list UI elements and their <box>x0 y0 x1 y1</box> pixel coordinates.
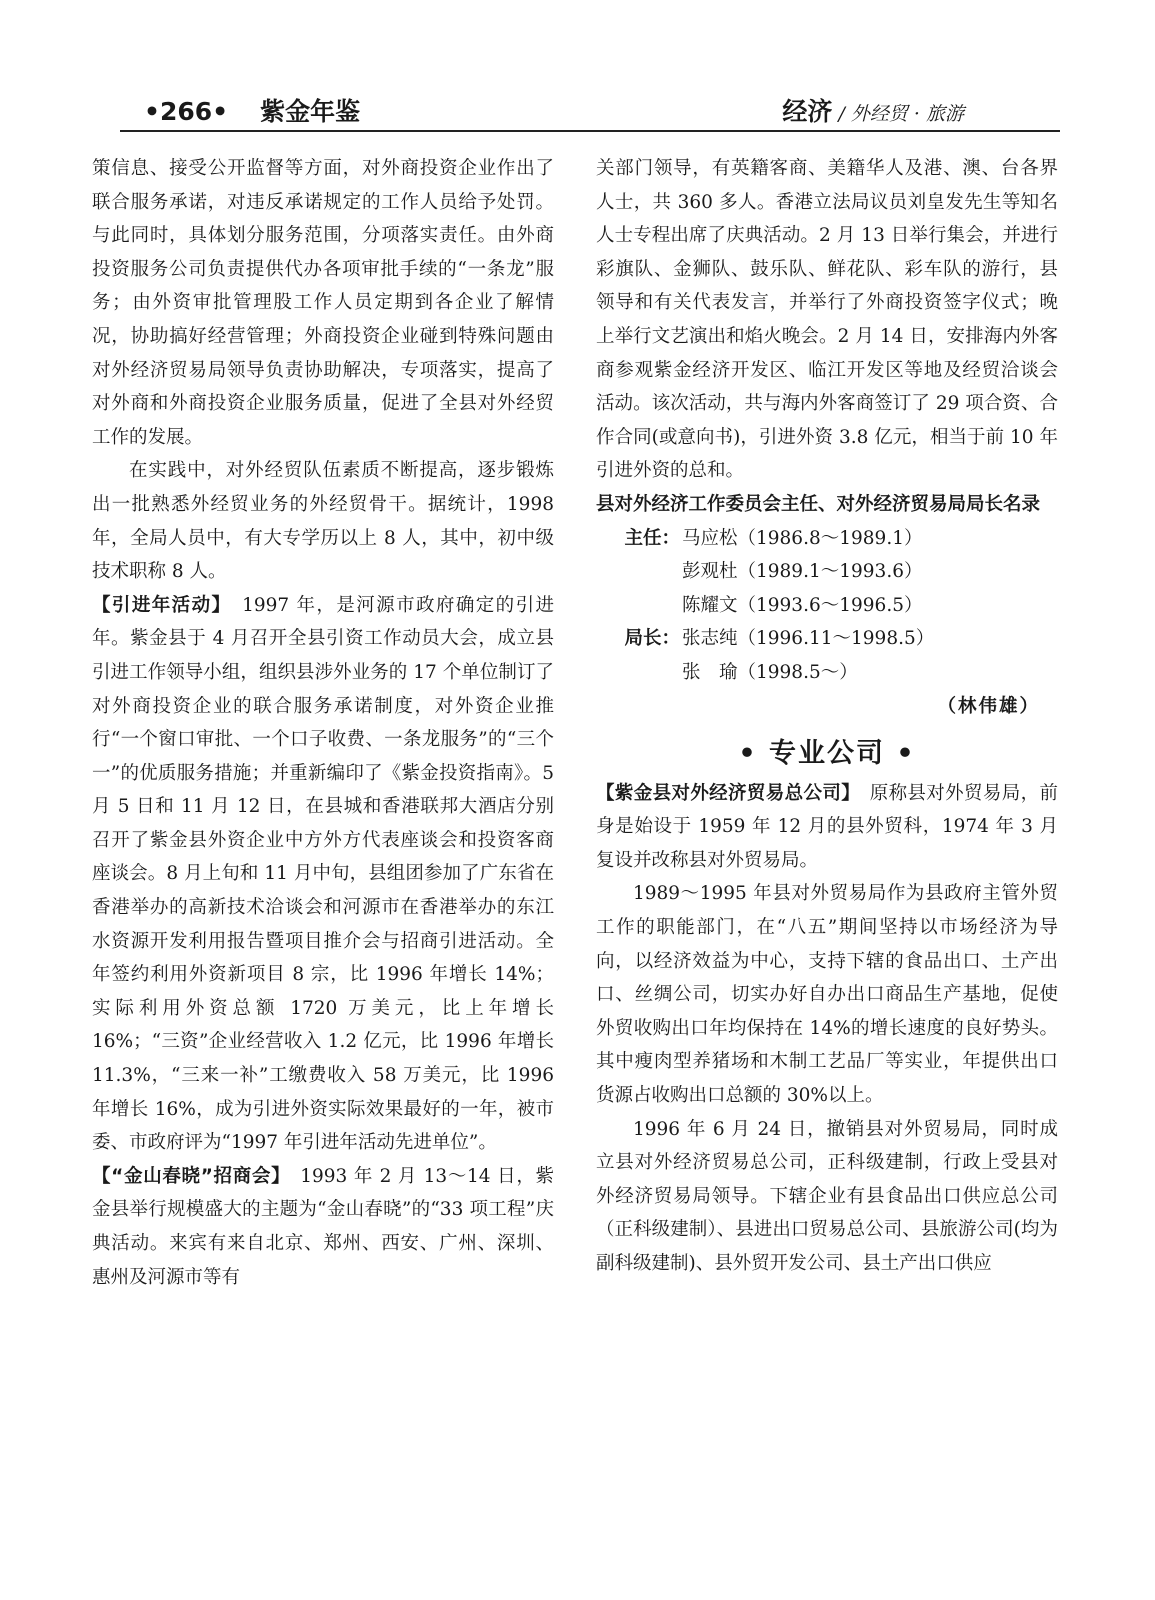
person-name: 张志纯（1996.11～1998.5） <box>682 628 935 650</box>
entry-heading: 【紫金县对外经济贸易总公司】 <box>596 782 851 804</box>
paragraph: 1996 年 6 月 24 日，撤销县对外贸易局，同时成立县对外经济贸易总公司，正科级建制，行政上受县对外经济贸易局领导。下辖企业有县食品出口供应总公司（正科级建制）、县进出口贸易总公司、县旅游公司(均为副科级建制)、县外贸开发公司、县土产出口供应 <box>596 1118 1058 1274</box>
role-label: 局长： <box>624 628 680 650</box>
page-header <box>120 88 1060 132</box>
role-label <box>596 589 680 623</box>
list-item <box>596 522 1058 556</box>
name-list <box>596 522 1058 690</box>
paragraph: 策信息、接受公开监督等方面，对外商投资企业作出了联合服务承诺，对违反承诺规定的工作人员给予处罚。与此同时，具体划分服务范围，分项落实责任。由外商投资服务公司负责提供代办各项审批手续的“一条龙”服务；由外资审批管理股工作人员定期到各企业了解情况，协助搞好经营管理；外商投资企业碰到特殊问题由对外经济贸易局领导负责协助解决，专项落实，提高了对外商和外商投资企业服务质量，促进了全县对外经贸工作的发展。 <box>92 158 554 448</box>
person-name: 马应松（1986.8～1989.1） <box>682 527 923 549</box>
paragraph <box>596 777 1058 878</box>
subsection-name: / 外经贸 · 旅游 <box>838 103 964 125</box>
entry-heading: 【“金山春晓”招商会】 <box>92 1165 282 1187</box>
paragraph: 关部门领导，有英籍客商、美籍华人及港、澳、台各界人士，共 360 多人。香港立法局议员刘皇发先生等知名人士专程出席了庆典活动。2 月 13 日举行集会，并进行彩旗队、金狮队、鼓乐队、鲜花队、彩车队的游行，县领导和有关代表发言，并举行了外商投资签字仪式；晚上举行文艺演出和焰火晚会。2 月 14 日，安排海内外客商参观紫金经济开发区、临江开发区等地及经贸洽谈会活动。该次活动，共与海内外客商签订了 29 项合资、合作合同(或意向书)，引进外资 3.8 亿元，相当于前 10 年引进外资的总和。 <box>596 158 1058 482</box>
paragraph <box>92 1160 554 1294</box>
entry-text: 1993 年 2 月 13～14 日，紫金县举行规模盛大的主题为“金山春晓”的“33 项工程”庆典活动。来宾有来自北京、郑州、西安、广州、深圳、惠州及河源市等有 <box>92 1165 554 1288</box>
list-item <box>596 656 1058 690</box>
role-label: 主任： <box>624 527 680 549</box>
header-left <box>144 92 360 128</box>
author-credit: （林伟雄） <box>937 695 1040 717</box>
entry-heading: 【引进年活动】 <box>92 594 223 616</box>
page-number: •266• <box>144 97 229 126</box>
person-name: 陈耀文（1993.6～1996.5） <box>682 594 923 616</box>
role-label <box>596 656 680 690</box>
section-name: 经济 <box>782 97 833 126</box>
section-title: • 专业公司 • <box>738 738 916 770</box>
paragraph <box>92 589 554 1160</box>
paragraph: 1989～1995 年县对外贸易局作为县政府主管外贸工作的职能部门，在“八五”期间坚持以市场经济为导向，以经济效益为中心，支持下辖的食品出口、土产出口、丝绸公司，切实办好自办出口商品生产基地，促使外贸收购出口年均保持在 14%的增长速度的良好势头。其中瘦肉型养猪场和木制工艺品厂等实业，年提供出口货源占收购出口总额的 30%以上。 <box>596 883 1058 1107</box>
right-column <box>596 152 1058 1281</box>
list-item <box>596 555 1058 589</box>
left-column <box>92 152 554 1294</box>
entry-text: 1997 年，是河源市政府确定的引进年。紫金县于 4 月召开全县引资工作动员大会，成立县引进工作领导小组，组织县涉外业务的 17 个单位制订了对外商投资企业的联合服务承诺制度，对外资企业推行“一个窗口审批、一个口子收费、一条龙服务”的“三个一”的优质服务措施；并重新编印了《紫金投资指南》。5 月 5 日和 11 月 12 日，在县城和香港联邦大酒店分别召开了紫金县外资企业中方外方代表座谈会和投资客商座谈会。8 月上旬和 11 月中旬，县组团参加了广东省在香港举办的高新技术洽谈会和河源市在香港举办的东江水资源开发利用报告暨项目推介会与招商引进活动。全年签约利用外资新项目 8 宗，比 1996 年增长 14%；实际利用外资总额 1720 万美元，比上年增长 16%；“三资”企业经营收入 1.2 亿元，比 1996 年增长 11.3%，“三来一补”工缴费收入 58 万美元，比 1996 年增长 16%，成为引进外资实际效果最好的一年，被市委、市政府评为“1997 年引进年活动先进单位”。 <box>92 594 554 1154</box>
list-item <box>596 622 1058 656</box>
entry-text: 原称县对外贸易局，前身是始设于 1959 年 12 月的县外贸科，1974 年 3 月复设并改称县对外贸易局。 <box>596 782 1058 871</box>
person-name: 张 瑜（1998.5～） <box>682 661 858 683</box>
book-title: 紫金年鉴 <box>260 97 361 126</box>
list-title: 县对外经济工作委员会主任、对外经济贸易局局长名录 <box>596 493 1041 515</box>
list-item <box>596 589 1058 623</box>
role-label <box>596 555 680 589</box>
header-right <box>782 92 964 128</box>
paragraph: 在实践中，对外经贸队伍素质不断提高，逐步锻炼出一批熟悉外经贸业务的外经贸骨干。据统计，1998 年，全局人员中，有大专学历以上 8 人，其中，初中级技术职称 8 人。 <box>92 460 554 583</box>
person-name: 彭观杜（1989.1～1993.6） <box>682 561 923 583</box>
